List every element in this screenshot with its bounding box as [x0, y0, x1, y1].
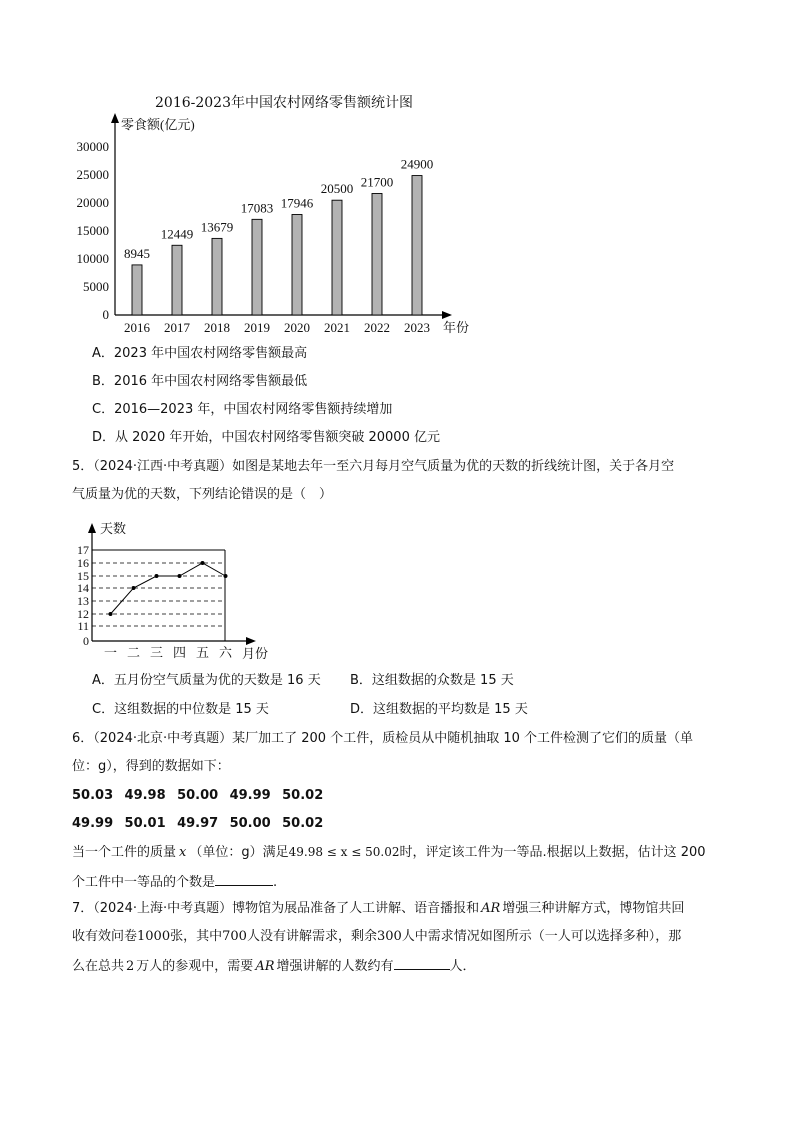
bar-chart: [60, 105, 500, 340]
q7-text: 人．: [449, 959, 476, 974]
y-tick-label: 17: [77, 543, 89, 557]
q6-datum: 49.98: [124, 788, 166, 803]
y-tick-label: 25000: [76, 167, 109, 182]
y-tick-label: 11: [77, 619, 89, 633]
bar-value-label: 24900: [400, 156, 434, 172]
q6-data-row-1: [72, 786, 330, 806]
q7-text: 7．（2024·上海·中考真题）博物馆为展品准备了人工讲解、语音播报和: [72, 901, 480, 916]
bar-value-label: 17083: [240, 200, 274, 216]
y-axis-arrow: [88, 523, 96, 533]
x-tick-label: 2016: [124, 320, 150, 335]
x-axis-arrow: [442, 311, 452, 319]
q6-datum: 50.02: [282, 788, 324, 803]
bar-value-label: 21700: [360, 174, 394, 190]
q6-datum: 49.97: [177, 816, 219, 831]
x-tick-label: 六: [218, 645, 233, 660]
q7-text: 万人的参观中，需要: [136, 959, 254, 974]
y-axis-label: 天数: [100, 521, 127, 536]
q6-stem-line3: [72, 842, 706, 863]
q7-text: 么在总共: [72, 959, 125, 974]
q5-stem-line1: 5．（2024·江西·中考真题）如图是某地去年一至六月每月空气质量为优的天数的折线统计图，关于各月空: [72, 459, 675, 474]
x-tick-label: 2022: [364, 320, 390, 335]
data-point: [132, 586, 136, 590]
q7-text: 张，其中: [170, 929, 223, 944]
series-line: [111, 563, 226, 614]
y-tick-label: 0: [102, 307, 109, 322]
q7-text: 人中需求情况如图所示（一人可以选择多种），那: [401, 929, 682, 944]
q6-datum: 49.99: [72, 816, 114, 831]
x-tick-label: 2021: [324, 320, 350, 335]
y-tick-label: 5000: [83, 279, 109, 294]
q6-text: 个工件中一等品的个数是: [72, 875, 216, 890]
y-tick-label: 14: [77, 581, 89, 595]
bar-value-label: 13679: [200, 219, 234, 235]
data-point: [109, 612, 113, 616]
x-tick-label: 二: [126, 645, 141, 660]
y-tick-label: 12: [77, 607, 89, 621]
q6-text: .: [273, 875, 278, 890]
line-chart: [60, 515, 280, 665]
bar-value-label: 8945: [124, 245, 150, 261]
q6-datum: 50.02: [282, 816, 324, 831]
q6-datum: 50.00: [229, 816, 271, 831]
q5-option-c[interactable]: C．这组数据的中位数是 15 天: [92, 702, 269, 717]
bar-value-label: 20500: [320, 181, 354, 197]
q7-ar-term: AR: [481, 901, 501, 916]
q7-text: 人没有讲解需求，剩余: [246, 929, 377, 944]
q5-option-d[interactable]: D．这组数据的平均数是 15 天: [350, 702, 528, 717]
q6-text: （单位：g）满足: [189, 845, 289, 860]
q7-ar-term: AR: [255, 959, 275, 974]
q4-option-b[interactable]: B．2016 年中国农村网络零售额最低: [92, 374, 308, 389]
q7-stem-line1: [72, 899, 684, 919]
q6-variable-x: x: [179, 845, 187, 860]
q6-stem-line4: [72, 871, 277, 893]
q6-text: 时，评定该工件为一等品.根据以上数据，估计这 200: [399, 845, 706, 860]
q6-inequality: 49.98 ≤ x ≤ 50.02: [288, 845, 400, 859]
data-point: [224, 574, 228, 578]
x-axis-label: 年份: [443, 320, 470, 335]
q7-number: 700: [222, 929, 247, 944]
bar: [292, 215, 302, 315]
x-tick-label: 2020: [284, 320, 310, 335]
bar: [172, 245, 182, 315]
y-axis-arrow: [111, 113, 119, 123]
bar: [372, 193, 382, 315]
x-tick-label: 五: [195, 645, 210, 660]
x-tick-label: 2019: [244, 320, 270, 335]
q7-number: 1000: [137, 929, 171, 944]
q7-number: 300: [376, 929, 402, 944]
x-tick-label: 一: [103, 645, 118, 660]
bar: [252, 219, 262, 315]
bar: [412, 176, 422, 315]
q7-number: 2: [126, 959, 135, 974]
y-tick-label: 30000: [76, 139, 109, 154]
q7-answer-blank[interactable]: [394, 955, 450, 970]
x-tick-label: 2018: [204, 320, 230, 335]
x-axis-arrow: [246, 637, 256, 645]
q7-text: 增强讲解的人数约有: [276, 959, 394, 974]
bar: [332, 200, 342, 315]
data-point: [201, 561, 205, 565]
bar-value-label: 12449: [160, 226, 194, 242]
data-point: [178, 574, 182, 578]
q5-option-b[interactable]: B．这组数据的众数是 15 天: [350, 673, 514, 688]
q4-option-d[interactable]: D．从 2020 年开始，中国农村网络零售额突破 20000 亿元: [92, 430, 440, 445]
x-tick-label: 四: [172, 645, 187, 660]
y-tick-label: 13: [77, 594, 89, 608]
y-tick-label: 16: [77, 556, 89, 570]
q5-stem-line2: 气质量为优的天数，下列结论错误的是（ ）: [72, 487, 333, 502]
y-tick-label: 15000: [76, 223, 109, 238]
y-tick-label: 20000: [76, 195, 109, 210]
y-tick-label: 15: [77, 569, 89, 583]
x-axis-label: 月份: [242, 646, 269, 661]
q6-data-row-2: [72, 814, 330, 834]
bar-chart-title: 2016-2023年中国农村网络零售额统计图: [155, 95, 413, 111]
q4-option-c[interactable]: C．2016—2023 年，中国农村网络零售额持续增加: [92, 402, 393, 417]
x-tick-label: 三: [149, 645, 164, 660]
q7-stem-line2: [72, 927, 681, 947]
q5-option-a[interactable]: A．五月份空气质量为优的天数是 16 天: [92, 673, 321, 688]
q6-datum: 49.99: [229, 788, 271, 803]
q6-text: 当一个工件的质量: [72, 845, 177, 860]
q6-datum: 50.01: [124, 816, 166, 831]
q6-stem-line1: 6．（2024·北京·中考真题）某厂加工了 200 个工件，质检员从中随机抽取 10 个工件检测了它们的质量（单: [72, 731, 694, 746]
y-tick-label: 0: [83, 634, 89, 648]
q6-stem-line2: 位：g），得到的数据如下：: [72, 759, 230, 774]
bar: [132, 265, 142, 315]
q6-datum: 50.03: [72, 788, 114, 803]
y-tick-label: 10000: [76, 251, 109, 266]
x-tick-label: 2017: [164, 320, 190, 335]
q6-datum: 50.00: [177, 788, 219, 803]
bar-value-label: 17946: [280, 195, 314, 211]
q7-text: 增强三种讲解方式，博物馆共回: [502, 901, 685, 916]
data-point: [155, 574, 159, 578]
q4-option-a[interactable]: A．2023 年中国农村网络零售额最高: [92, 346, 308, 361]
y-axis-label: 零食额(亿元): [121, 117, 195, 132]
bar: [212, 238, 222, 315]
q7-text: 收有效问卷: [72, 929, 138, 944]
q6-answer-blank[interactable]: [215, 871, 273, 886]
q7-stem-line3: [72, 955, 476, 977]
x-tick-label: 2023: [404, 320, 430, 335]
